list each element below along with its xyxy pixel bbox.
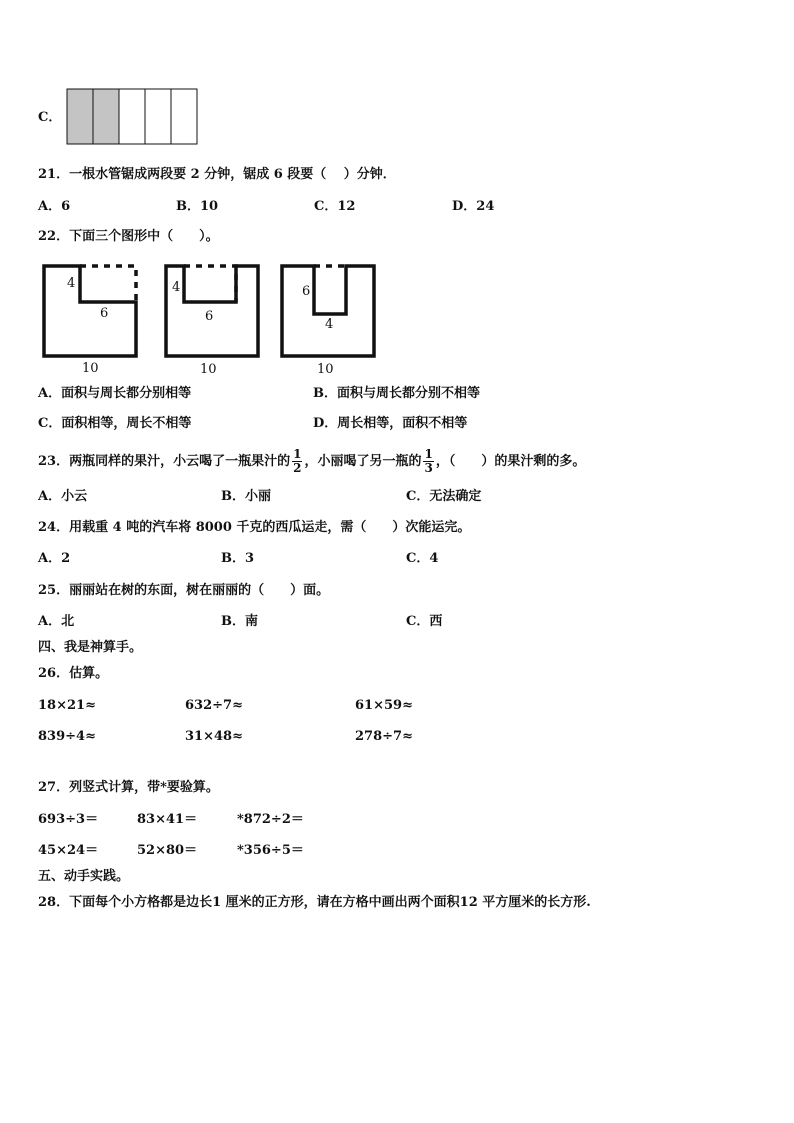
q22-figure-3 xyxy=(278,262,378,362)
q22-option-a[interactable]: A．面积与周长都分别相等 xyxy=(38,386,192,401)
q20-option-c-label: C． xyxy=(38,110,62,125)
q23-frac1-numerator: 1 xyxy=(293,447,302,461)
q22-fig3-label-left: 6 xyxy=(302,284,311,299)
q24-stem: 24．用载重 4 吨的汽车将 8000 千克的西瓜运走，需（ ）次能运完。 xyxy=(38,520,471,535)
q21-option-b[interactable]: B．10 xyxy=(176,199,219,214)
q20-fraction-bar xyxy=(66,88,198,146)
q25-stem: 25．丽丽站在树的东面，树在丽丽的（ ）面。 xyxy=(38,583,330,598)
q23-stem-part1: 23．两瓶同样的果汁，小云喝了一瓶果汁的 xyxy=(38,454,291,469)
q27-item: 693÷3＝ xyxy=(38,812,99,827)
q27-stem: 27．列竖式计算，带*要验算。 xyxy=(38,780,219,795)
q22-fig2-label-bottom: 10 xyxy=(200,362,217,377)
q27-item: *872÷2＝ xyxy=(237,812,304,827)
q22-fig1-label-bottom: 10 xyxy=(82,361,99,376)
q22-fig2-label-left: 4 xyxy=(172,280,181,295)
q24-option-c[interactable]: C．4 xyxy=(406,551,439,566)
q22-fig3-label-inner: 4 xyxy=(325,317,334,332)
q23-option-c[interactable]: C．无法确定 xyxy=(406,489,482,504)
q22-option-d[interactable]: D．周长相等，面积不相等 xyxy=(313,416,468,431)
q26-stem: 26．估算。 xyxy=(38,666,109,681)
bar-cell-shaded xyxy=(67,89,93,144)
q22-figure-1 xyxy=(40,262,140,362)
q23-frac2-numerator: 1 xyxy=(424,447,433,461)
section-4-heading: 四、我是神算手。 xyxy=(38,640,143,655)
q25-option-a[interactable]: A．北 xyxy=(38,614,75,629)
q27-item: 45×24＝ xyxy=(38,843,99,858)
q22-fig3-label-bottom: 10 xyxy=(317,362,334,377)
q21-option-d[interactable]: D．24 xyxy=(452,199,495,214)
q21-option-c[interactable]: C．12 xyxy=(314,199,356,214)
q26-item: 18×21≈ xyxy=(38,698,96,713)
q27-item: *356÷5＝ xyxy=(237,843,304,858)
q21-stem: 21．一根水管锯成两段要 2 分钟，锯成 6 段要（ ）分钟． xyxy=(38,167,396,182)
q23-fraction-2 xyxy=(423,448,433,475)
q26-item: 632÷7≈ xyxy=(185,698,243,713)
q22-option-b[interactable]: B．面积与周长都分别不相等 xyxy=(313,386,480,401)
q26-item: 31×48≈ xyxy=(185,729,243,744)
q22-fig2-label-inner: 6 xyxy=(205,309,214,324)
q23-stem-part2: ，小丽喝了另一瓶的 xyxy=(304,454,422,469)
q23-option-b[interactable]: B．小丽 xyxy=(221,489,271,504)
q23-frac1-denominator: 2 xyxy=(293,461,302,475)
q28-stem: 28．下面每个小方格都是边长1 厘米的正方形，请在方格中画出两个面积12 平方厘米的长方形. xyxy=(38,895,591,910)
q22-fig1-label-inner: 6 xyxy=(100,306,109,321)
q26-item: 278÷7≈ xyxy=(355,729,413,744)
bar-cell xyxy=(171,89,197,144)
q25-option-b[interactable]: B．南 xyxy=(221,614,258,629)
q25-option-c[interactable]: C．西 xyxy=(406,614,443,629)
q23-fraction-1 xyxy=(292,448,302,475)
bar-cell xyxy=(145,89,171,144)
bar-cell xyxy=(119,89,145,144)
q23-option-a[interactable]: A．小云 xyxy=(38,489,88,504)
q26-item: 61×59≈ xyxy=(355,698,413,713)
q23-stem xyxy=(38,445,585,479)
q27-item: 52×80＝ xyxy=(137,843,198,858)
q22-option-c[interactable]: C．面积相等，周长不相等 xyxy=(38,416,192,431)
q26-item: 839÷4≈ xyxy=(38,729,96,744)
section-5-heading: 五、动手实践。 xyxy=(38,869,130,884)
bar-cell-shaded xyxy=(93,89,119,144)
q22-fig1-label-left: 4 xyxy=(67,276,76,291)
q24-option-a[interactable]: A．2 xyxy=(38,551,71,566)
q22-stem: 22．下面三个图形中（ ）。 xyxy=(38,229,219,244)
q24-option-b[interactable]: B．3 xyxy=(221,551,255,566)
q27-item: 83×41＝ xyxy=(137,812,198,827)
q21-option-a[interactable]: A．6 xyxy=(38,199,71,214)
q23-frac2-denominator: 3 xyxy=(424,461,433,475)
q23-stem-part3: ，（ ）的果汁剩的多。 xyxy=(435,454,586,469)
